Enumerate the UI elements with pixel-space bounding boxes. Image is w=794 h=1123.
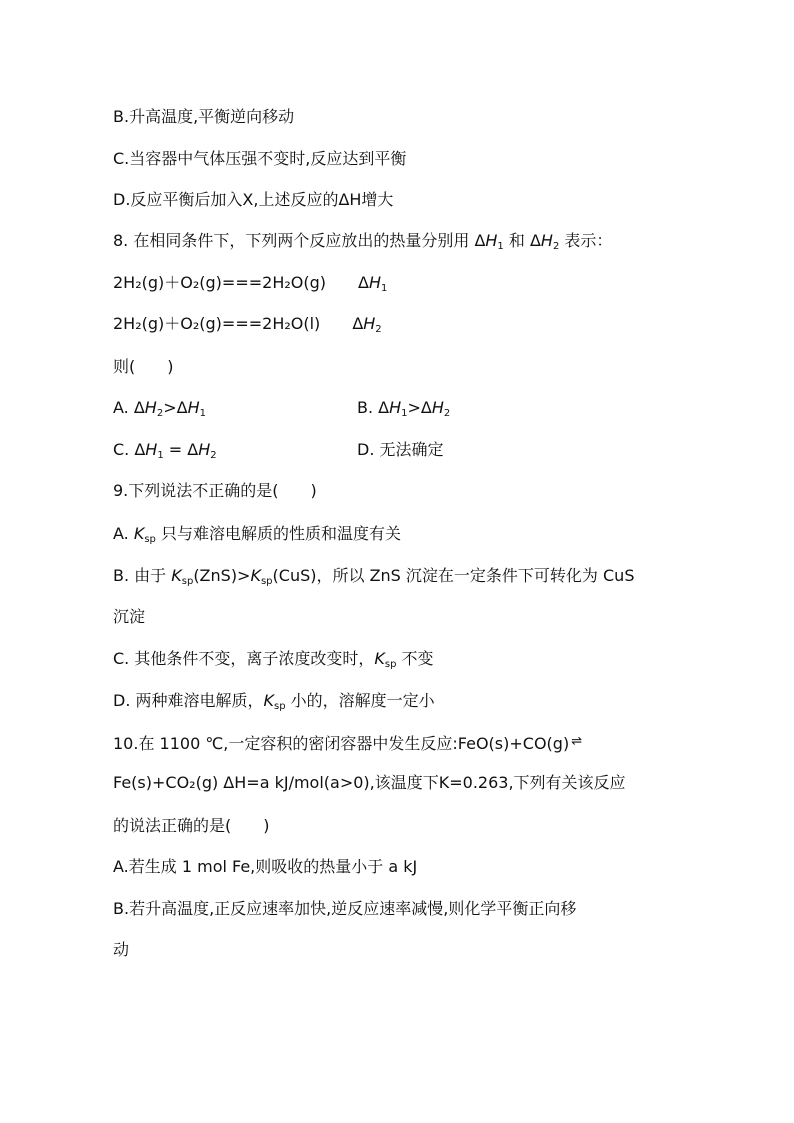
q10-option-a: A.若生成 1 mol Fe,则吸收的热量小于 a kJ — [113, 857, 418, 876]
q10-stem-1: 10.在 1100 ℃,一定容积的密闭容器中发生反应:FeO(s)+CO(g) ⇌ — [113, 731, 582, 755]
q8-equation-2: 2H₂(g)＋O₂(g)===2H₂O(l) $\Delta H_2$ — [113, 314, 382, 335]
q8-option-d: D. 无法确定 — [357, 440, 444, 459]
q10-option-b: B.若升高温度,正反应速率加快,逆反应速率减慢,则化学平衡正向移 — [113, 899, 577, 918]
q8-options-cd — [113, 439, 713, 467]
q8-option-b: B. $\Delta H_1>\Delta H_2$ — [357, 398, 451, 419]
q8-stem: 8. 在相同条件下，下列两个反应放出的热量分别用 $\Delta H_1$ 和 $\Delta H_2$ 表示： — [113, 231, 613, 252]
q7-option-b: B.升高温度,平衡逆向移动 — [113, 107, 295, 126]
q8-ze: 则( ) — [113, 357, 174, 376]
q10-stem-2: Fe(s)+CO₂(g) ΔH=a kJ/mol(a>0),该温度下K=0.263,下列有关该反应 — [113, 773, 626, 792]
q8-option-a: A. $\Delta H_2>\Delta H_1$ — [113, 398, 206, 419]
equilibrium-arrow-icon: ⇌ — [571, 734, 583, 749]
q8-equation-1: 2H₂(g)＋O₂(g)===2H₂O(g) $\Delta H_1$ — [113, 273, 388, 294]
q8-option-c: C. $\Delta H_1 = \Delta H_2$ — [113, 440, 217, 461]
q8-options-ab — [113, 397, 713, 425]
q9-option-d: D. 两种难溶电解质，$K_{sp}$ 小的，溶解度一定小 — [113, 691, 435, 712]
q9-stem: 9.下列说法不正确的是( ) — [113, 481, 317, 500]
q7-option-d: D.反应平衡后加入X,上述反应的ΔH增大 — [113, 190, 394, 209]
q7-option-c: C.当容器中气体压强不变时,反应达到平衡 — [113, 149, 407, 168]
q10-stem-3: 的说法正确的是( ) — [113, 816, 270, 835]
q9-option-b: B. 由于 $K_{sp}(ZnS)>K_{sp}(CuS)$，所以 ZnS 沉淀在一定条件下可转化为 CuS — [113, 566, 635, 587]
q9-option-c: C. 其他条件不变，离子浓度改变时，$K_{sp}$ 不变 — [113, 649, 434, 670]
q9-option-a: A. $K_{sp}$ 只与难溶电解质的性质和温度有关 — [113, 524, 401, 545]
q9-option-b-cont: 沉淀 — [113, 607, 146, 626]
q10-option-b-cont: 动 — [113, 940, 130, 959]
